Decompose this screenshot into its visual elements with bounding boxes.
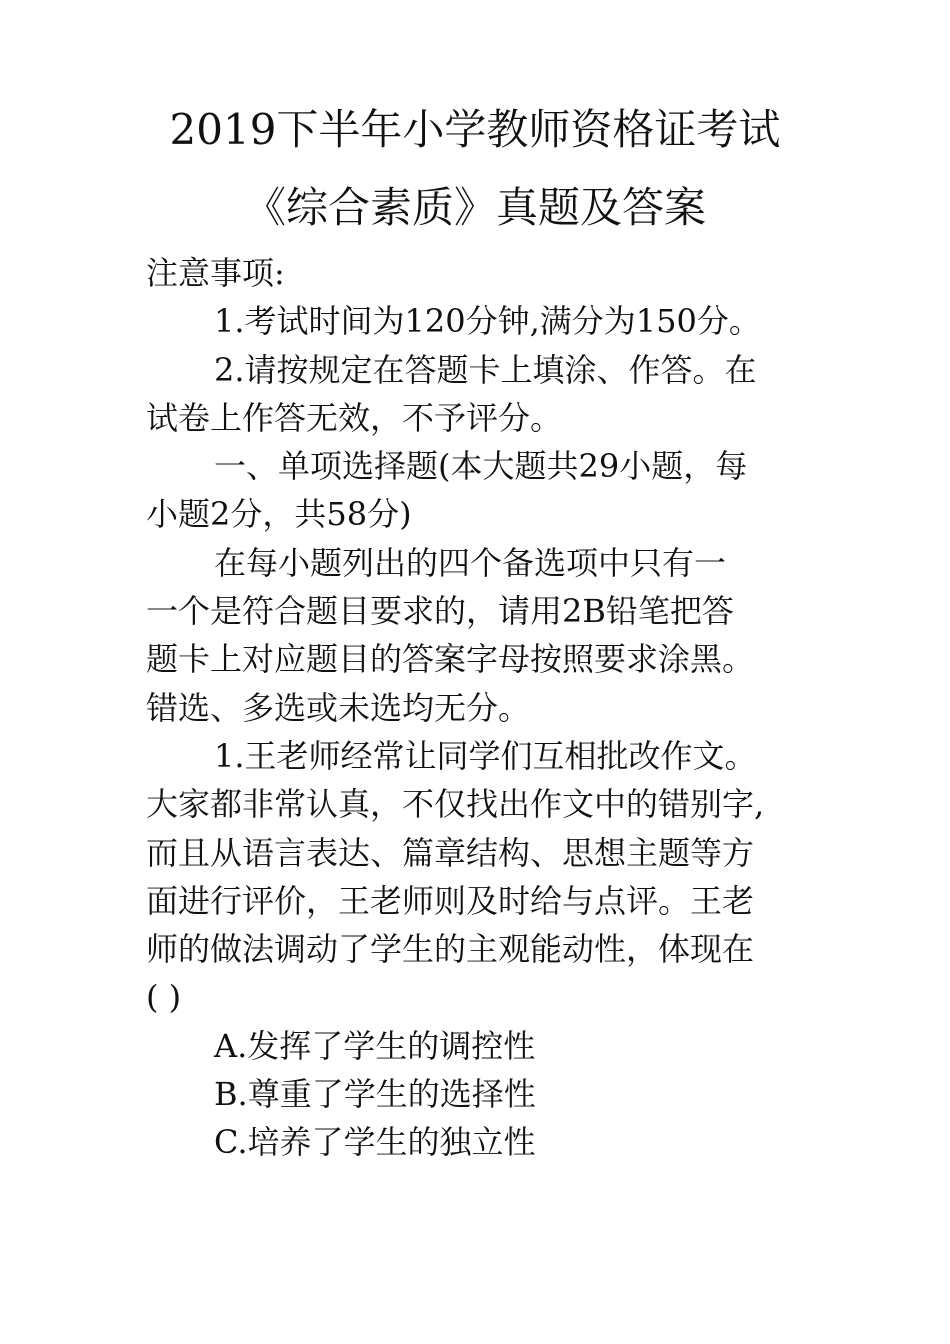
question-1-stem-cont-4: 师的做法调动了学生的主观能动性，体现在 — [146, 930, 755, 969]
document-title-line-2: 《综合素质》真题及答案 — [243, 183, 706, 232]
notice-item-2: 2.请按规定在答题卡上填涂、作答。在 — [214, 350, 757, 389]
question-1-option-a: A.发挥了学生的调控性 — [214, 1026, 536, 1065]
question-1-blank: ( ) — [146, 978, 182, 1017]
question-1-stem-cont-2: 而且从语言表达、篇章结构、思想主题等方 — [146, 833, 755, 872]
section-instructions-cont-2: 题卡上对应题目的答案字母按照要求涂黑。 — [146, 640, 755, 679]
notice-heading: 注意事项: — [146, 254, 285, 292]
question-1-stem: 1.王老师经常让同学们互相批改作文。 — [214, 736, 757, 775]
notice-item-2-cont: 试卷上作答无效，不予评分。 — [146, 398, 563, 437]
section-heading-cont: 小题2分，共58分) — [146, 495, 412, 534]
document-title-line-1: 2019下半年小学教师资格证考试 — [169, 105, 781, 154]
question-1-option-c: C.培养了学生的独立性 — [214, 1123, 536, 1162]
question-1-stem-cont-3: 面进行评价，王老师则及时给与点评。王老 — [146, 881, 755, 920]
section-instructions-cont-3: 错选、多选或未选均无分。 — [146, 688, 531, 727]
section-instructions: 在每小题列出的四个备选项中只有一 — [214, 543, 727, 582]
question-1-option-b: B.尊重了学生的选择性 — [214, 1075, 536, 1114]
section-heading: 一、单项选择题(本大题共29小题，每 — [214, 447, 748, 486]
section-instructions-cont-1: 一个是符合题目要求的，请用2B铅笔把答 — [146, 592, 734, 631]
question-1-stem-cont-1: 大家都非常认真，不仅找出作文中的错别字, — [146, 785, 765, 824]
notice-item-1: 1.考试时间为120分钟,满分为150分。 — [214, 302, 761, 341]
document-body — [146, 249, 816, 1167]
